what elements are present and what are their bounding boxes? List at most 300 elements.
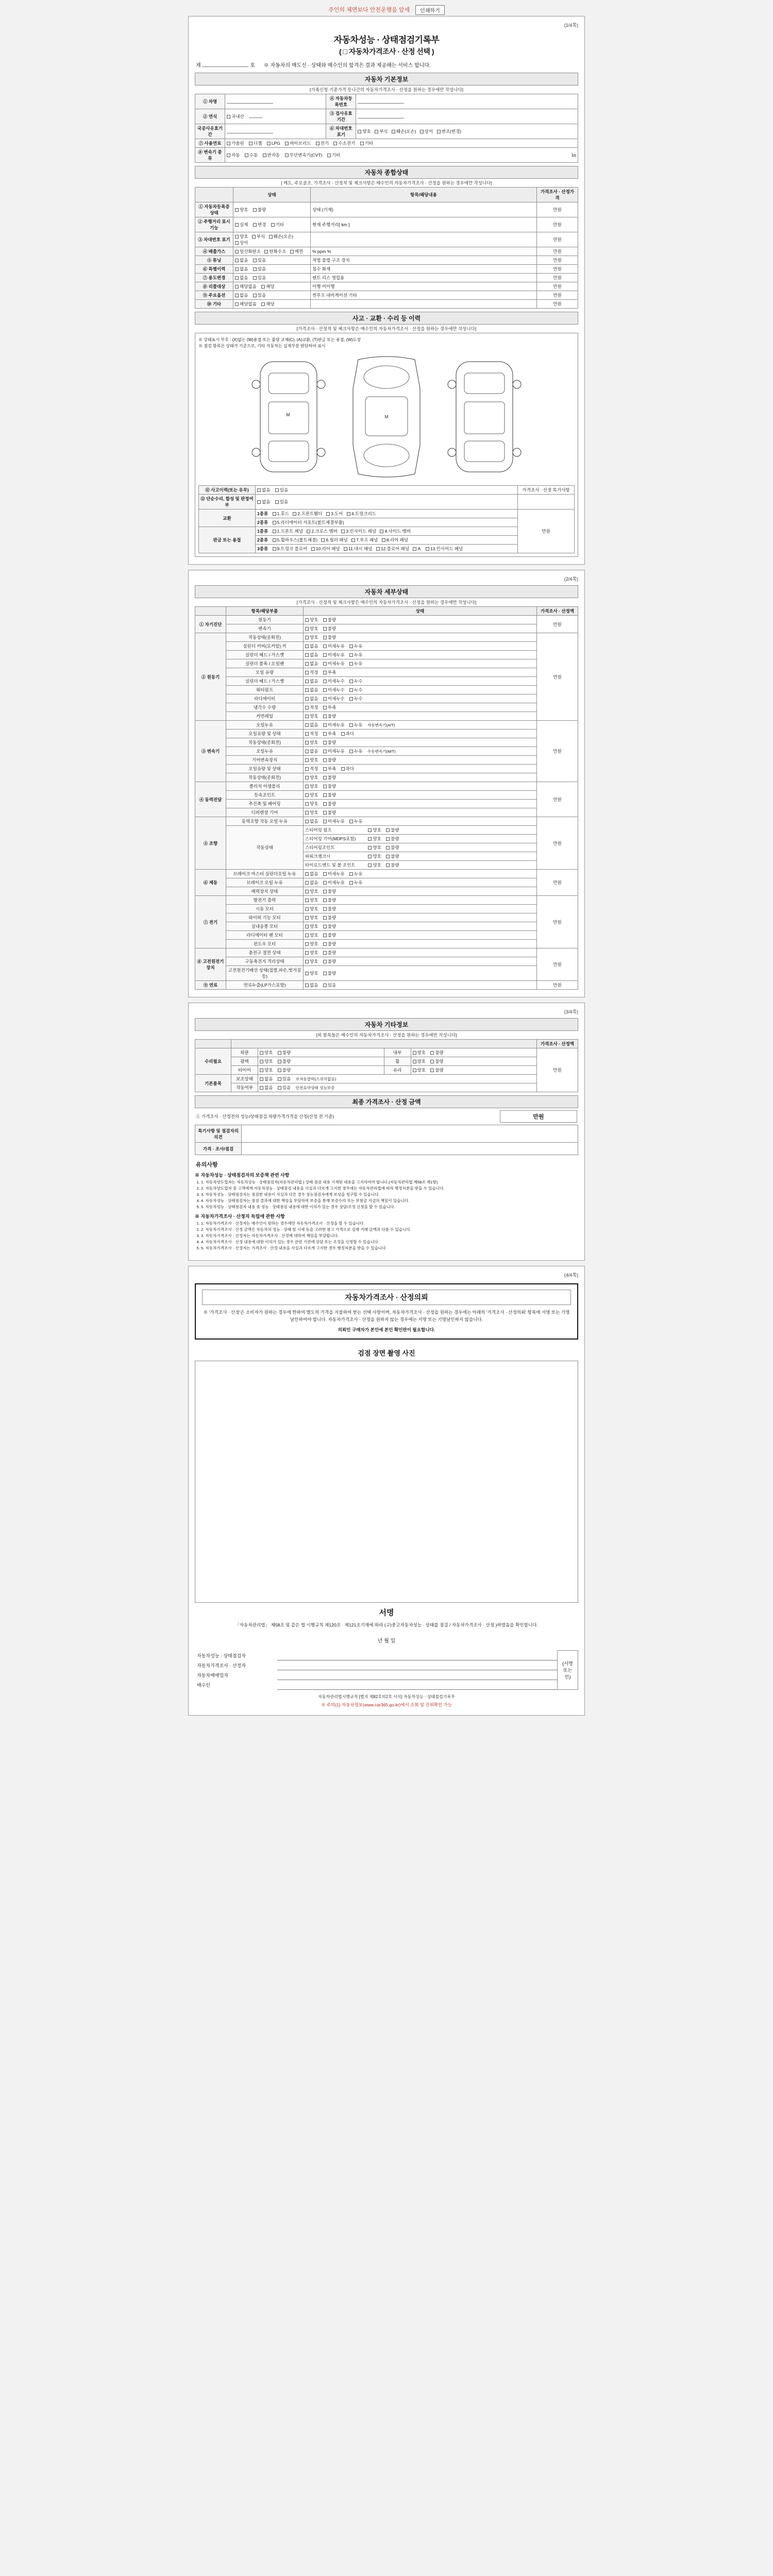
checkbox-d-2-6-1[interactable]: [323, 776, 327, 779]
band-basic-info: 자동차 기본정보: [195, 73, 578, 86]
checkbox-d-1-6-2[interactable]: [349, 688, 353, 692]
checkbox-weld-0-3[interactable]: [380, 530, 383, 533]
checkbox-weld-0-1[interactable]: [307, 530, 310, 533]
basic-label-vin: ⑥ 차대번호 표기: [326, 124, 356, 139]
detail-state-1-9[interactable]: 양호 불량: [304, 712, 537, 721]
checkbox-d-4-4-0[interactable]: [368, 855, 372, 858]
checkbox-etc-0-2-1[interactable]: [278, 1060, 281, 1063]
etc-opts-0-3[interactable]: 양호 불량: [411, 1057, 537, 1066]
checkbox-d-6-0-0[interactable]: [305, 899, 309, 902]
detail-state-1-7[interactable]: 없음 미세누수 누수: [304, 694, 537, 703]
checkbox-weld-2-1[interactable]: [311, 547, 315, 551]
checkbox-d-5-0-2[interactable]: [349, 872, 353, 876]
etc-opts-0-2[interactable]: 양호 불량: [258, 1057, 384, 1066]
checkbox-d-0-1-1[interactable]: [323, 627, 327, 631]
basic-field-year[interactable]: [225, 109, 326, 124]
checkbox-d-1-9-1[interactable]: [323, 715, 327, 718]
basic-field-fuel[interactable]: 가솔린 디젤 LPG 하이브리드 전기 수소전기 기타: [225, 139, 578, 148]
overall-state-8[interactable]: 없음 있음: [233, 291, 311, 300]
checkbox-exchange-0-0[interactable]: [273, 512, 276, 516]
checkbox-d-3-1-1[interactable]: [323, 793, 327, 797]
checkbox-d-1-3-0[interactable]: [305, 662, 309, 666]
price-note-value-1[interactable]: [242, 1143, 578, 1155]
checkbox-accident-1-0[interactable]: [257, 500, 261, 504]
checkbox-etc-0-5-1[interactable]: [430, 1069, 434, 1072]
checkbox-etc-0-2-0[interactable]: [260, 1060, 263, 1063]
checkbox-d-2-5-2[interactable]: [341, 767, 345, 771]
checkbox-d-1-7-2[interactable]: [349, 697, 353, 701]
checkbox-fuel-5[interactable]: [333, 142, 337, 145]
checkbox-d-4-5-0[interactable]: [368, 863, 372, 867]
detail-state-7-2[interactable]: 양호 불량: [304, 966, 537, 981]
checkbox-d-4-3-0[interactable]: [368, 846, 372, 850]
checkbox-overall-8-1[interactable]: [253, 294, 257, 297]
etc-opts-0-4[interactable]: 양호 불량: [258, 1066, 384, 1075]
checkbox-overall-1-0[interactable]: [235, 223, 239, 227]
detail-price-3[interactable]: 만원: [537, 782, 578, 817]
checkbox-overall-8-0[interactable]: [235, 294, 239, 297]
checkbox-overall-2-2[interactable]: [269, 235, 273, 239]
checkbox-d-1-0-1[interactable]: [323, 636, 327, 639]
checkbox-vin-1[interactable]: [375, 130, 378, 133]
checkbox-vin-4[interactable]: [437, 130, 441, 133]
detail-state-5-2[interactable]: 양호 불량: [304, 887, 537, 896]
checkbox-overall-1-1[interactable]: [253, 223, 257, 227]
checkbox-d-7-0-1[interactable]: [323, 951, 327, 955]
checkbox-d-6-4-0[interactable]: [305, 934, 309, 937]
accident-bottom-opts-1[interactable]: 없음 있음: [256, 495, 518, 510]
checkbox-overall-4-1[interactable]: [253, 259, 257, 262]
checkbox-etc-0-1-1[interactable]: [430, 1051, 434, 1055]
checkbox-vin-3[interactable]: [420, 130, 424, 133]
checkbox-d-4-1-0[interactable]: [368, 828, 372, 832]
overall-price-1[interactable]: 만원: [537, 217, 578, 232]
checkbox-d-6-5-1[interactable]: [323, 942, 327, 946]
checkbox-d-7-1-0[interactable]: [305, 960, 309, 963]
overall-price-7[interactable]: 만원: [537, 282, 578, 291]
checkbox-d-6-5-0[interactable]: [305, 942, 309, 946]
checkbox-weld-1-1[interactable]: [321, 538, 325, 542]
checkbox-d-6-4-1[interactable]: [323, 934, 327, 937]
checkbox-d-1-4-1[interactable]: [323, 671, 327, 674]
checkbox-d-2-2-0[interactable]: [305, 741, 309, 744]
accident-weld-row-0[interactable]: 1종류 1.프론트 패널 2.크로스 멤버 3.인사이드 패널 4.사이드 멤버: [256, 527, 518, 536]
basic-field-plate[interactable]: [356, 94, 578, 109]
checkbox-d-2-3-1[interactable]: [323, 750, 327, 753]
checkbox-d-1-5-2[interactable]: [349, 680, 353, 683]
checkbox-accident-0-1[interactable]: [275, 488, 279, 492]
checkbox-d-3-0-0[interactable]: [305, 785, 309, 788]
checkbox-d-1-8-1[interactable]: [323, 706, 327, 709]
checkbox-d-2-1-2[interactable]: [341, 732, 345, 736]
accident-weld-row-2[interactable]: 3종류 9.트렁크 플로어 10.리어 패널 11.대시 패널 12.플로어 패널 A. 13.인사이드 패널: [256, 545, 518, 553]
detail-state-4-0[interactable]: 없음 미세누유 누유: [304, 817, 537, 826]
checkbox-d-5-0-1[interactable]: [323, 872, 327, 876]
checkbox-etc-0-3-1[interactable]: [430, 1060, 434, 1063]
detail-state-3-1[interactable]: 양호 불량: [304, 791, 537, 800]
accident-price-cell[interactable]: 만원: [518, 510, 575, 553]
detail-item-2-0: 오일누유: [226, 721, 304, 730]
checkbox-d-4-0-0[interactable]: [305, 820, 309, 823]
doc-number-input[interactable]: [202, 62, 248, 67]
checkbox-weld-0-2[interactable]: [341, 530, 345, 533]
checkbox-d-6-3-1[interactable]: [323, 925, 327, 928]
detail-state-4-5[interactable]: 타이로드엔드 및 볼 조인트 양호 불량: [304, 861, 537, 870]
detail-state-1-4[interactable]: 적정 부족: [304, 668, 537, 677]
checkbox-trans-3[interactable]: [285, 154, 289, 157]
checkbox-d-2-5-0[interactable]: [305, 767, 309, 771]
checkbox-overall-7-0[interactable]: [235, 285, 239, 289]
checkbox-d-1-2-0[interactable]: [305, 653, 309, 657]
sign-row-value-0[interactable]: [277, 1651, 558, 1660]
checkbox-etc-1-0-0[interactable]: [260, 1077, 263, 1081]
checkbox-d-2-3-0[interactable]: [305, 750, 309, 753]
checkbox-weld-1-0[interactable]: [273, 538, 276, 542]
checkbox-vin-0[interactable]: [358, 130, 361, 133]
detail-price-6[interactable]: 만원: [537, 896, 578, 948]
checkbox-d-2-2-1[interactable]: [323, 741, 327, 744]
checkbox-d-0-0-1[interactable]: [323, 618, 327, 622]
checkbox-d-7-2-0[interactable]: [305, 972, 309, 975]
detail-price-1[interactable]: 만원: [537, 633, 578, 721]
checkbox-d-1-2-1[interactable]: [323, 653, 327, 657]
checkbox-exchange-1-0[interactable]: [273, 521, 276, 524]
checkbox-d-2-4-1[interactable]: [323, 758, 327, 762]
sign-stamp[interactable]: (서명 또는 인): [558, 1651, 578, 1690]
detail-state-2-0[interactable]: 없음 미세누유 누유 자동변속기(A/T): [304, 721, 537, 730]
checkbox-fuel-4[interactable]: [316, 142, 320, 145]
checkbox-d-8-0-1[interactable]: [323, 984, 327, 987]
checkbox-d-1-5-0[interactable]: [305, 680, 309, 683]
detail-state-1-6[interactable]: 없음 미세누수 누수: [304, 686, 537, 694]
detail-state-5-1[interactable]: 없음 미세누유 누유: [304, 878, 537, 887]
checkbox-d-7-2-1[interactable]: [323, 972, 327, 975]
checkbox-fuel-0[interactable]: [227, 142, 230, 145]
overall-state-3[interactable]: 일산화탄소 탄화수소 매연: [233, 247, 311, 256]
checkbox-overall-2-1[interactable]: [252, 235, 256, 239]
checkbox-d-3-1-0[interactable]: [305, 793, 309, 797]
checkbox-etc-1-1-1[interactable]: [278, 1086, 281, 1090]
accident-exchange-row-0[interactable]: 1종류 1.후드 2.프론트휀더 3.도어 4.트렁크리드: [256, 510, 518, 518]
overall-price-2[interactable]: 만원: [537, 232, 578, 247]
checkbox-d-1-1-0[interactable]: [305, 645, 309, 648]
price-request-bold: 의뢰인 구매자가 본인에 본인 확인란이 필요합니다.: [338, 1327, 435, 1332]
checkbox-fuel-2[interactable]: [267, 142, 271, 145]
checkbox-trans-2[interactable]: [263, 154, 266, 157]
detail-state-1-2[interactable]: 없음 미세누유 누유: [304, 651, 537, 659]
checkbox-weld-2-3[interactable]: [376, 547, 380, 551]
etc-opts-1-0[interactable]: 없음 있음 ※자동클락(스위치없음): [258, 1075, 537, 1083]
checkbox-overall-3-0[interactable]: [235, 250, 239, 253]
detail-state-6-0[interactable]: 양호 불량: [304, 896, 537, 905]
checkbox-d-4-3-1[interactable]: [386, 846, 390, 850]
checkbox-d-5-2-0[interactable]: [305, 890, 309, 893]
detail-price-4[interactable]: 만원: [537, 817, 578, 870]
detail-state-1-0[interactable]: 양호 불량: [304, 633, 537, 642]
checkbox-d-4-1-1[interactable]: [386, 828, 390, 832]
checkbox-overall-4-0[interactable]: [235, 259, 239, 262]
checkbox-overall-7-1[interactable]: [261, 285, 265, 289]
overall-price-8[interactable]: 만원: [537, 291, 578, 300]
detail-state-2-5[interactable]: 적정 부족 과다: [304, 765, 537, 773]
checkbox-d-3-3-1[interactable]: [323, 811, 327, 815]
checkbox-accident-1-1[interactable]: [275, 500, 279, 504]
price-amount-box[interactable]: 만원: [500, 1110, 577, 1123]
detail-state-2-2[interactable]: 양호 불량: [304, 738, 537, 747]
checkbox-d-1-5-1[interactable]: [323, 680, 327, 683]
checkbox-d-6-2-1[interactable]: [323, 916, 327, 920]
checkbox-d-3-2-0[interactable]: [305, 802, 309, 806]
checkbox-weld-2-4[interactable]: [413, 547, 416, 551]
etc-opts-0-1[interactable]: 양호 불량: [411, 1048, 537, 1057]
checkbox-overall-1-2[interactable]: [271, 223, 275, 227]
overall-state-5[interactable]: 없음 있음: [233, 265, 311, 274]
detail-state-1-5[interactable]: 없음 미세누수 누수: [304, 677, 537, 686]
checkbox-accident-0-0[interactable]: [257, 488, 261, 492]
checkbox-d-2-5-1[interactable]: [323, 767, 327, 771]
checkbox-overall-5-0[interactable]: [235, 267, 239, 271]
checkbox-weld-1-2[interactable]: [351, 538, 355, 542]
overall-price-5[interactable]: 만원: [537, 265, 578, 274]
checkbox-d-2-6-0[interactable]: [305, 776, 309, 779]
checkbox-fuel-1[interactable]: [249, 142, 253, 145]
detail-price-5[interactable]: 만원: [537, 870, 578, 896]
checkbox-d-0-1-0[interactable]: [305, 627, 309, 631]
checkbox-d-1-2-2[interactable]: [349, 653, 353, 657]
checkbox-d-1-6-1[interactable]: [323, 688, 327, 692]
checkbox-d-1-3-1[interactable]: [323, 662, 327, 666]
detail-state-3-2[interactable]: 양호 불량: [304, 800, 537, 808]
detail-state-4-1[interactable]: 스티어링 펌프 양호 불량: [304, 826, 537, 835]
checkbox-overall-9-0[interactable]: [235, 302, 239, 306]
car-diagram-group: [198, 349, 575, 482]
checkbox-d-4-0-1[interactable]: [323, 820, 327, 823]
detail-state-6-4[interactable]: 양호 불량: [304, 931, 537, 940]
detail-state-0-1[interactable]: 양호 불량: [304, 624, 537, 633]
checkbox-overall-5-1[interactable]: [253, 267, 257, 271]
detail-state-2-3[interactable]: 없음 미세누유 누유 수동변속기(M/T): [304, 747, 537, 756]
weld-tier-0: 1종류: [257, 529, 268, 534]
checkbox-d-2-4-0[interactable]: [305, 758, 309, 762]
print-button[interactable]: 인쇄하기: [415, 5, 445, 15]
checkbox-weld-2-5[interactable]: [426, 547, 429, 551]
detail-state-5-0[interactable]: 없음 미세누유 누유: [304, 870, 537, 878]
overall-price-0[interactable]: 만원: [537, 202, 578, 217]
checkbox-overall-0-1[interactable]: [253, 208, 257, 212]
checkbox-etc-0-4-0[interactable]: [260, 1069, 263, 1072]
checkbox-weld-2-0[interactable]: [273, 547, 276, 551]
checkbox-d-4-0-2[interactable]: [349, 820, 353, 823]
checkbox-d-5-1-1[interactable]: [323, 881, 327, 885]
overall-state-0[interactable]: 양호 불량: [233, 202, 311, 217]
checkbox-d-2-3-2[interactable]: [349, 750, 353, 753]
overall-item-3: % ppm %: [311, 247, 537, 256]
detail-state-7-0[interactable]: 양호 불량: [304, 948, 537, 957]
checkbox-exchange-0-3[interactable]: [347, 512, 350, 516]
checkbox-d-4-4-1[interactable]: [386, 855, 390, 858]
checkbox-d-4-5-1[interactable]: [386, 863, 390, 867]
detail-price-2[interactable]: 만원: [537, 721, 578, 782]
sign-row-value-1[interactable]: [277, 1660, 558, 1670]
checkbox-d-4-2-1[interactable]: [386, 837, 390, 841]
accident-price-value[interactable]: [518, 495, 575, 510]
basic-field-transmission[interactable]: 자동 수동 반자동 무단변속기(CVT) 기타 ㎞: [225, 148, 578, 163]
sign-row-label-2: 자동차매매업자: [197, 1672, 228, 1678]
checkbox-overall-0-0[interactable]: [235, 208, 239, 212]
detail-state-7-1[interactable]: 양호 불량: [304, 957, 537, 966]
detail-state-3-0[interactable]: 양호 불량: [304, 782, 537, 791]
checkbox-d-6-1-0[interactable]: [305, 907, 309, 911]
checkbox-etc-0-3-0[interactable]: [413, 1060, 416, 1063]
checkbox-overall-2-0[interactable]: [235, 235, 239, 239]
checkbox-trans-1[interactable]: [245, 154, 248, 157]
checkbox-fuel-6[interactable]: [360, 142, 364, 145]
detail-item-2-6: 작동상태(공회전): [226, 773, 304, 782]
checkbox-d-7-1-1[interactable]: [323, 960, 327, 963]
overall-price-6[interactable]: 만원: [537, 274, 578, 282]
checkbox-d-0-0-0[interactable]: [305, 618, 309, 622]
detail-price-8[interactable]: 만원: [537, 981, 578, 990]
checkbox-d-2-0-1[interactable]: [323, 723, 327, 727]
checkbox-d-3-3-0[interactable]: [305, 811, 309, 815]
basic-field-carname[interactable]: [225, 94, 326, 109]
checkbox-maker-0[interactable]: [227, 115, 230, 118]
checkbox-d-8-0-0[interactable]: [305, 984, 309, 987]
basic-field-vin[interactable]: 양호 부식 훼손(오손) 상이 변조(변경): [356, 124, 578, 139]
overall-state-6[interactable]: 없음 있음: [233, 274, 311, 282]
footer-note: 자동차관리법시행규칙 [별지 제82호의2호 서식] 자동차성능 · 상태점검기록부: [318, 1694, 455, 1699]
checkbox-d-6-0-1[interactable]: [323, 899, 327, 902]
checkbox-d-1-4-0[interactable]: [305, 671, 309, 674]
sign-row-value-2[interactable]: [277, 1670, 558, 1680]
checkbox-d-3-2-1[interactable]: [323, 802, 327, 806]
checkbox-d-1-9-0[interactable]: [305, 715, 309, 718]
checkbox-d-1-6-0[interactable]: [305, 688, 309, 692]
checkbox-overall-6-0[interactable]: [235, 276, 239, 280]
overall-state-9[interactable]: 해당없음 해당: [233, 300, 311, 309]
detail-price-7[interactable]: 만원: [537, 948, 578, 981]
checkbox-overall-3-2[interactable]: [290, 250, 294, 253]
checkbox-trans-0[interactable]: [227, 154, 230, 157]
checkbox-d-5-2-1[interactable]: [323, 890, 327, 893]
checkbox-vin-2[interactable]: [392, 130, 395, 133]
checkbox-d-1-3-2[interactable]: [349, 662, 353, 666]
checkbox-d-5-1-2[interactable]: [349, 881, 353, 885]
detail-state-8-0[interactable]: 없음 있음: [304, 981, 537, 990]
etc-opts-0-5[interactable]: 양호 불량: [411, 1066, 537, 1075]
accident-weld-row-1[interactable]: 2종류 5.휠하우스(볼트체결) 6.필러 패널 7.루프 패널 8.리어 패널: [256, 536, 518, 545]
overall-state-2[interactable]: 양호 부식 훼손(오손) 상이: [233, 232, 311, 247]
detail-state-1-8[interactable]: 적정 부족: [304, 703, 537, 712]
price-note-value-0[interactable]: [242, 1125, 578, 1143]
overall-price-9[interactable]: 만원: [537, 300, 578, 309]
detail-state-3-3[interactable]: 양호 불량: [304, 808, 537, 817]
checkbox-d-2-1-0[interactable]: [305, 732, 309, 736]
detail-state-4-4[interactable]: 파워크랭크시 양호 불량: [304, 852, 537, 861]
checkbox-overall-3-1[interactable]: [264, 250, 268, 253]
checkbox-d-1-7-1[interactable]: [323, 697, 327, 701]
checkbox-d-1-7-0[interactable]: [305, 697, 309, 701]
checkbox-etc-0-4-1[interactable]: [278, 1069, 281, 1072]
overall-state-4[interactable]: 없음 있음: [233, 256, 311, 265]
detail-state-1-1[interactable]: 없음 미세누유 누유: [304, 642, 537, 651]
checkbox-overall-2-3[interactable]: [235, 241, 239, 245]
detail-state-4-3[interactable]: 스티어링조인트 양호 불량: [304, 843, 537, 852]
checkbox-exchange-0-2[interactable]: [326, 512, 330, 516]
detail-state-6-1[interactable]: 양호 불량: [304, 905, 537, 913]
checkbox-d-1-0-0[interactable]: [305, 636, 309, 639]
sign-row-label-1: 자동차가격조사 · 산정자: [197, 1663, 246, 1668]
checkbox-d-4-2-0[interactable]: [368, 837, 372, 841]
detail-group-0: ① 자기진단: [195, 616, 226, 633]
overall-state-7[interactable]: 해당없음 해당: [233, 282, 311, 291]
accident-bottom-opts-0[interactable]: 없음 있음: [256, 486, 518, 495]
detail-state-6-3[interactable]: 양호 불량: [304, 922, 537, 931]
overall-price-3[interactable]: 만원: [537, 247, 578, 256]
checkbox-d-7-0-0[interactable]: [305, 951, 309, 955]
detail-state-2-6[interactable]: 양호 불량: [304, 773, 537, 782]
checkbox-etc-0-1-0[interactable]: [413, 1051, 416, 1055]
checkbox-fuel-3[interactable]: [285, 142, 289, 145]
etc-opts-0-0[interactable]: 양호 불량: [258, 1048, 384, 1057]
checkbox-weld-1-3[interactable]: [382, 538, 385, 542]
checkbox-overall-6-1[interactable]: [253, 276, 257, 280]
etc-price[interactable]: 만원: [537, 1048, 578, 1092]
checkbox-d-2-0-0[interactable]: [305, 723, 309, 727]
sign-row-value-3[interactable]: [277, 1680, 558, 1690]
checkbox-d-6-2-0[interactable]: [305, 916, 309, 920]
detail-price-0[interactable]: 만원: [537, 616, 578, 633]
detail-state-6-2[interactable]: 양호 불량: [304, 913, 537, 922]
detail-item-6-5: 윈도우 모터: [226, 940, 304, 948]
checkbox-d-6-1-1[interactable]: [323, 907, 327, 911]
checkbox-d-2-1-1[interactable]: [323, 732, 327, 736]
checkbox-d-1-1-1[interactable]: [323, 645, 327, 648]
checkbox-trans-4[interactable]: [327, 154, 331, 157]
photo-area[interactable]: [195, 1361, 578, 1603]
checkbox-weld-2-2[interactable]: [344, 547, 347, 551]
checkbox-exchange-0-1[interactable]: [293, 512, 296, 516]
accident-exchange-row-1[interactable]: 2종류 5.라디에이터 서포트(볼트체결부품): [256, 518, 518, 527]
basic-field-use[interactable]: [225, 124, 326, 139]
checkbox-d-1-8-0[interactable]: [305, 706, 309, 709]
checkbox-d-2-0-2[interactable]: [349, 723, 353, 727]
detail-state-0-0[interactable]: 양호 불량: [304, 616, 537, 624]
checkbox-d-6-3-0[interactable]: [305, 925, 309, 928]
overall-state-1[interactable]: 실제 변경 기타: [233, 217, 311, 232]
checkbox-overall-9-1[interactable]: [261, 302, 265, 306]
checkbox-d-3-0-1[interactable]: [323, 785, 327, 788]
checkbox-etc-1-0-1[interactable]: [278, 1077, 281, 1081]
overall-price-4[interactable]: 만원: [537, 256, 578, 265]
checkbox-d-5-0-0[interactable]: [305, 872, 309, 876]
checkbox-d-5-1-0[interactable]: [305, 881, 309, 885]
detail-state-6-5[interactable]: 양호 불량: [304, 940, 537, 948]
checkbox-etc-0-5-0[interactable]: [413, 1069, 416, 1072]
detail-state-1-3[interactable]: 없음 미세누유 누유: [304, 659, 537, 668]
detail-state-4-2[interactable]: 스티어링 기어(MDPS포함) 양호 불량: [304, 835, 537, 843]
checkbox-d-1-1-2[interactable]: [349, 645, 353, 648]
checkbox-etc-0-0-0[interactable]: [260, 1051, 263, 1055]
detail-state-2-1[interactable]: 적정 부족 과다: [304, 730, 537, 738]
basic-field-inspection[interactable]: [356, 109, 578, 124]
checkbox-weld-0-0[interactable]: [273, 530, 276, 533]
detail-item-1-2: 실린더 헤드 / 가스켓: [226, 651, 304, 659]
etc-opts-1-1[interactable]: 없음 있음 안전요약상태 성능보증: [258, 1083, 537, 1092]
detail-state-2-4[interactable]: 양호 불량: [304, 756, 537, 765]
checkbox-etc-0-0-1[interactable]: [278, 1051, 281, 1055]
checkbox-etc-1-1-0[interactable]: [260, 1086, 263, 1090]
